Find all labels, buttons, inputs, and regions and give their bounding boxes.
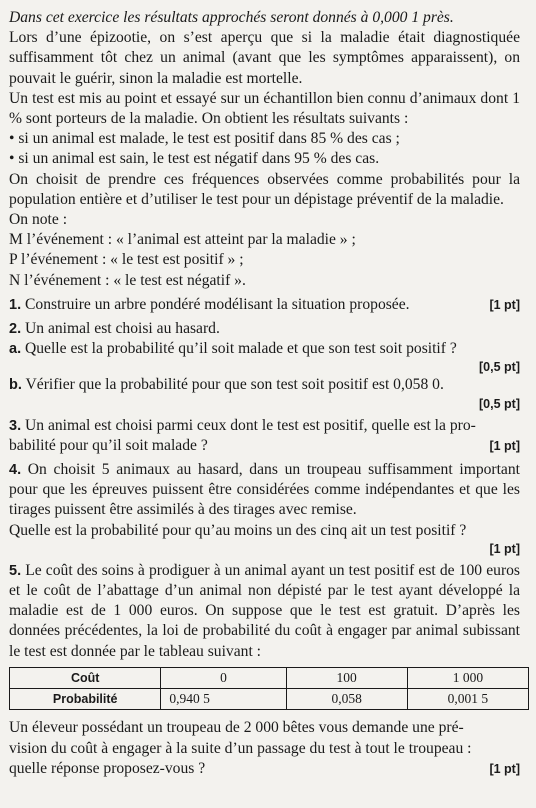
table-cell: 1 000 <box>407 667 528 688</box>
question-text: Construire un arbre pondéré modélisant la situation proposée. <box>25 295 410 313</box>
event-p: P l’événement : « le test est positif » ; <box>9 251 244 269</box>
final-line-2: vision du coût à engager à la suite d’un passage du test à tout le troupeau : <box>9 739 472 757</box>
points-badge: [1 pt] <box>489 297 520 312</box>
intro-note: Dans cet exercice les résultats approchés seront donnés à 0,000 1 près. <box>9 9 454 26</box>
question-5 <box>9 561 520 662</box>
points-badge: [1 pt] <box>489 438 520 453</box>
question-text: Vérifier que la probabilité pour que son test soit positif est 0,058 0. <box>25 376 444 394</box>
question-number: 2. <box>9 321 22 338</box>
row-header-cost: Coût <box>10 667 161 688</box>
question-1 <box>9 295 520 315</box>
question-text: quelle réponse proposez-vous ? <box>9 759 206 777</box>
points-badge: [0,5 pt] <box>479 360 520 375</box>
question-2 <box>9 319 520 339</box>
paragraph-choice: On choisit de prendre ces fréquences observées comme probabilités pour la population entière et d’utiliser le test pour un dépistage préventif de la maladie. <box>9 170 520 208</box>
question-number: 5. <box>9 562 22 579</box>
question-4-ask: Quelle est la probabilité pour qu’au moins un des cinq ait un test positif ? <box>9 521 467 539</box>
question-text: On choisit 5 animaux au hasard, dans un troupeau suffisamment important pour que les épreuves puissent être considérées comme indépendantes et que les tirages puissent être assimilés à des tirages avec remise. <box>9 461 520 519</box>
points-badge: [1 pt] <box>489 761 520 776</box>
event-m: M l’événement : « l’animal est atteint par la maladie » ; <box>9 231 356 249</box>
bullet-sick: • si un animal est malade, le test est positif dans 85 % des cas ; <box>9 130 400 148</box>
event-n: N l’événement : « le test est négatif ». <box>9 271 246 289</box>
bullet-healthy: • si un animal est sain, le test est négatif dans 95 % des cas. <box>9 150 380 168</box>
table-cell: 100 <box>286 667 407 688</box>
row-header-probability: Probabilité <box>10 689 161 710</box>
question-4 <box>9 460 520 521</box>
points-badge: [1 pt] <box>489 541 520 556</box>
question-text: babilité pour qu’il soit malade ? <box>9 436 208 454</box>
final-line-3 <box>9 759 520 779</box>
table-cell: 0,058 <box>286 689 407 710</box>
question-letter: a. <box>9 341 22 358</box>
question-text: Un animal est choisi au hasard. <box>25 320 220 338</box>
question-number: 1. <box>9 296 22 313</box>
table-cell: 0,001 5 <box>407 689 528 710</box>
question-2a <box>9 339 520 359</box>
question-3-continued <box>9 436 520 456</box>
table-cell: 0,940 5 <box>161 689 286 710</box>
table-row <box>10 667 529 688</box>
note-label: On note : <box>9 211 68 229</box>
points-badge: [0,5 pt] <box>479 396 520 411</box>
question-number: 3. <box>9 417 22 434</box>
question-text: Quelle est la probabilité qu’il soit malade et que son test soit positif ? <box>25 340 457 358</box>
question-letter: b. <box>9 377 22 394</box>
table-row <box>10 689 529 710</box>
question-3 <box>9 416 520 436</box>
cost-probability-table <box>9 667 529 710</box>
table-cell: 0 <box>161 667 286 688</box>
paragraph-context: Lors d’une épizootie, on s’est aperçu que si la maladie était diagnostiquée suffisamment tôt chez un animal (avant que les symptômes apparaissent), on pouvait le guérir, sinon la maladie est mortelle. <box>9 29 520 87</box>
question-text: Un animal est choisi parmi ceux dont le test est positif, quelle est la pro- <box>25 416 476 434</box>
final-line-1: Un éleveur possédant un troupeau de 2 000 bêtes vous demande une pré- <box>9 719 464 737</box>
question-text: Le coût des soins à prodiguer à un animal ayant un test positif est de 100 euros et le coût de l’abattage d’un animal non dépisté par le test ayant développé la maladie est de 1 000 euros. On suppose que le test est gratuit. D’après les données précédentes, la loi de probabilité du coût à engager par animal subissant le test est donnée par le tableau suivant : <box>9 561 520 660</box>
paragraph-test: Un test est mis au point et essayé sur un échantillon bien connu d’animaux dont 1 % sont porteurs de la maladie. On obtient les résultats suivants : <box>9 89 520 128</box>
question-2b <box>9 375 520 395</box>
question-number: 4. <box>9 462 22 479</box>
